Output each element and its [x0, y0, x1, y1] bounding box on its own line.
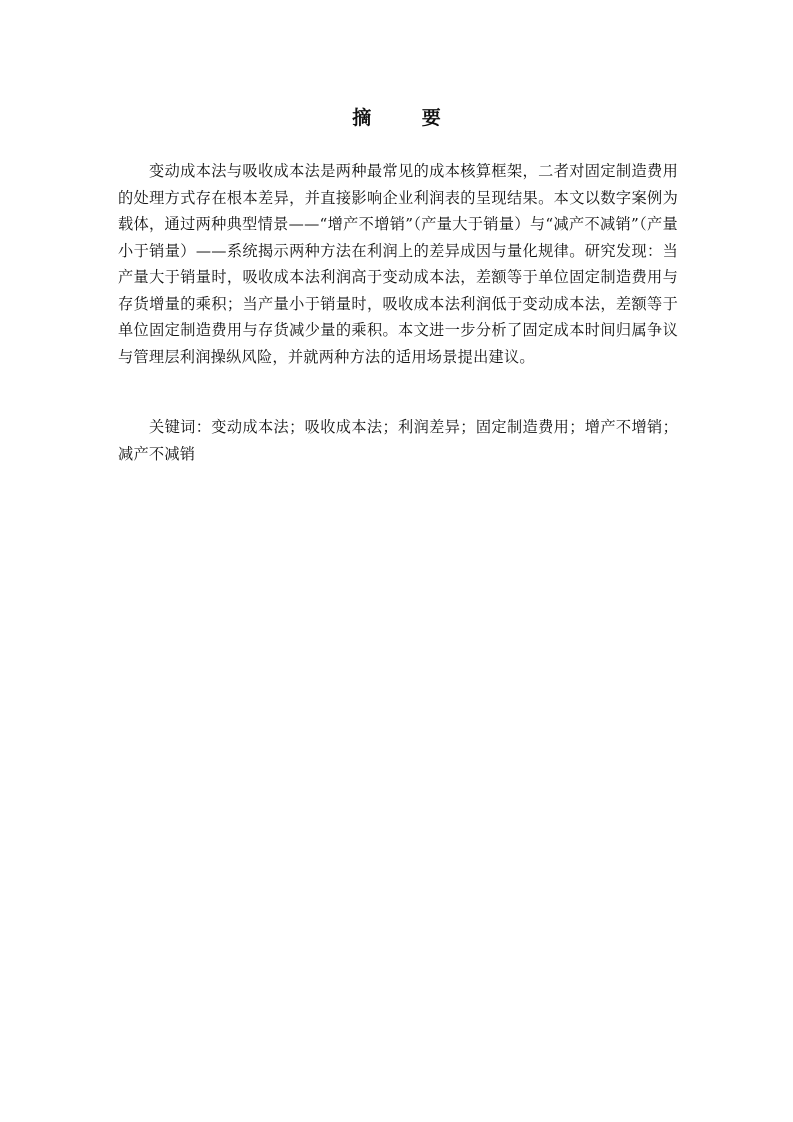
keywords-paragraph: 关键词：变动成本法；吸收成本法；利润差异；固定制造费用；增产不增销；减产不减销: [118, 418, 678, 463]
abstract-paragraph: 变动成本法与吸收成本法是两种最常见的成本核算框架，二者对固定制造费用的处理方式存在根本差异，并直接影响企业利润表的呈现结果。本文以数字案例为载体，通过两种典型情景——“增产不增销”（产量大于销量）与“减产不减销”（产量小于销量）——系统揭示两种方法在利润上的差异成因与量化规律。研究发现：当产量大于销量时，吸收成本法利润高于变动成本法，差额等于单位固定制造费用与存货增量的乘积；当产量小于销量时，吸收成本法利润低于变动成本法，差额等于单位固定制造费用与存货减少量的乘积。本文进一步分析了固定成本时间归属争议与管理层利润操纵风险，并就两种方法的适用场景提出建议。: [118, 162, 678, 366]
page-title: 摘 要: [352, 107, 463, 129]
